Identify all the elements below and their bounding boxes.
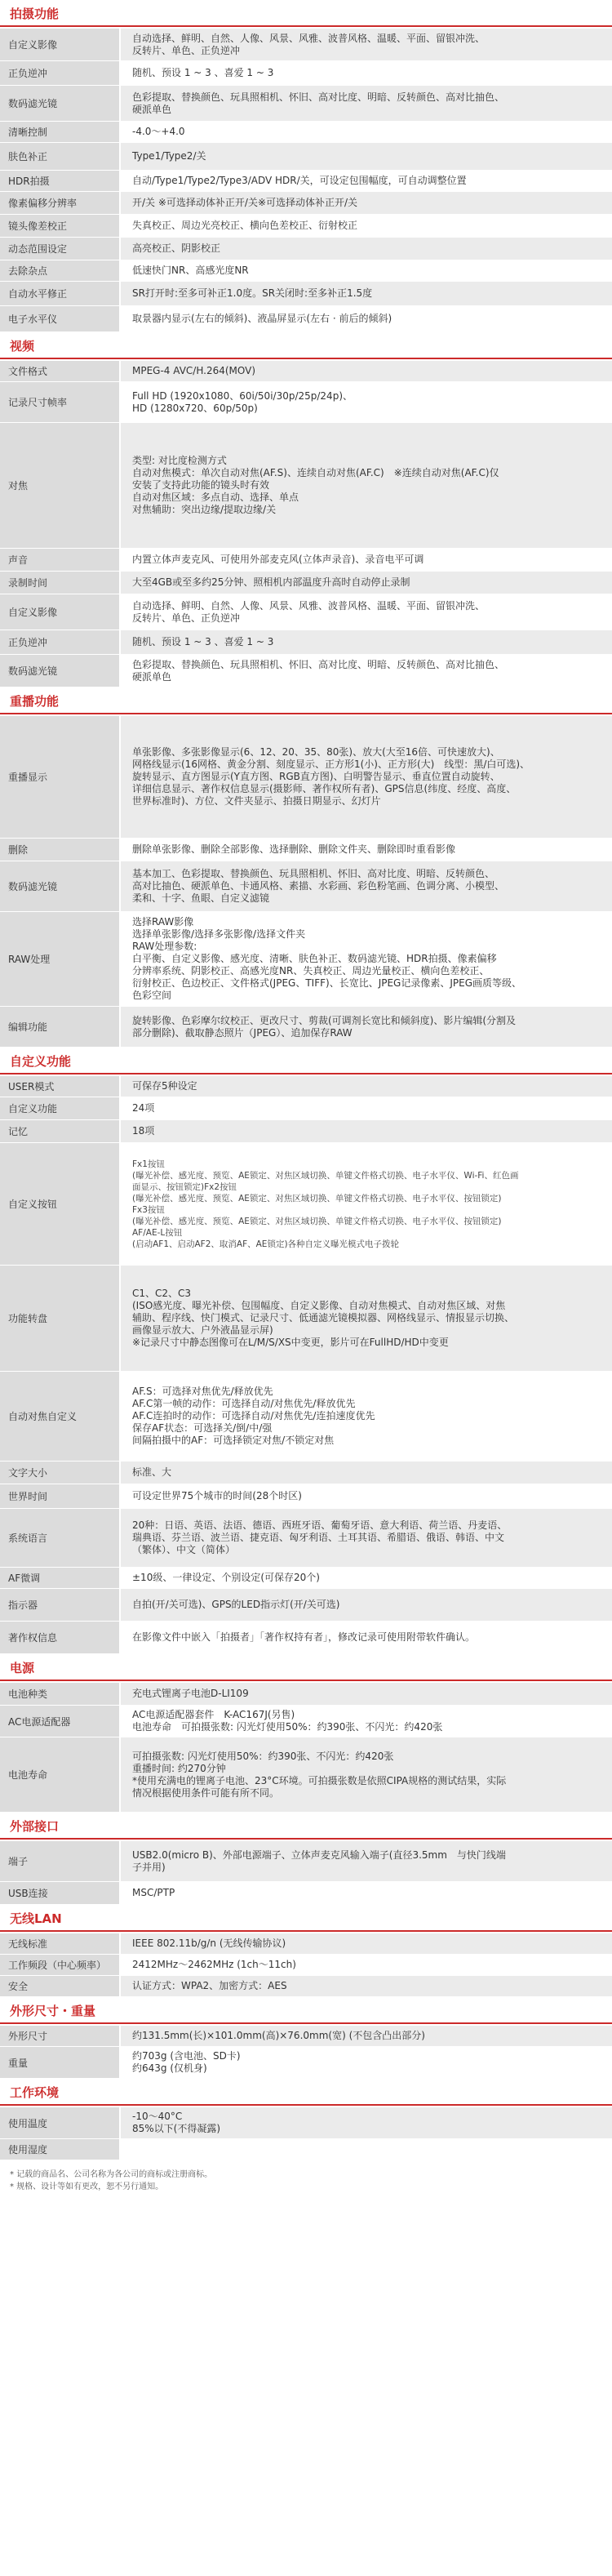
spec-value-line: 类型: 对比度检测方式 xyxy=(132,455,227,466)
spec-value xyxy=(121,1706,612,1737)
spec-label: 镜头像差校正 xyxy=(0,215,121,237)
spec-value-line: 保存AF状态：可选择关/倒/中/强 xyxy=(132,1422,273,1434)
spec-value-line: 失真校正、周边光亮校正、横向色差校正、衍射校正 xyxy=(132,220,358,231)
spec-value-line: 自动对焦模式：单次自动对焦(AF.S)、连续自动对焦(AF.C) ※连续自动对焦(AF.C)仅 xyxy=(132,467,499,478)
spec-value-line: 自拍(开/关可选)、GPS的LED指示灯(开/关可选) xyxy=(132,1599,340,1610)
spec-label: 像素偏移分辨率 xyxy=(0,192,121,214)
spec-value xyxy=(121,2026,612,2046)
spec-value xyxy=(121,716,612,838)
spec-label: 对焦 xyxy=(0,423,121,548)
spec-label: USER模式 xyxy=(0,1076,121,1097)
spec-row xyxy=(0,1509,612,1568)
spec-value xyxy=(121,1841,612,1881)
spec-label: 文件格式 xyxy=(0,361,121,381)
spec-value-line: 18项 xyxy=(132,1125,155,1137)
spec-label: 世界时间 xyxy=(0,1484,121,1508)
spec-value-line: AF.S：可选择对焦优先/释放优先 xyxy=(132,1386,273,1397)
spec-value xyxy=(121,1462,612,1484)
spec-label: 删除 xyxy=(0,839,121,861)
spec-value-line: AF.C连拍时的动作：可选择自动/对焦优先/连拍速度优先 xyxy=(132,1410,375,1421)
section-title: 重播功能 xyxy=(0,687,612,714)
spec-label: 记忆 xyxy=(0,1120,121,1142)
spec-label: 动态范围设定 xyxy=(0,238,121,260)
spec-value-line: 对焦辅助：突出边缘/提取边缘/关 xyxy=(132,504,277,515)
spec-value-line: 色彩空间 xyxy=(132,990,172,1001)
spec-value-line: 硬派单色 xyxy=(132,103,172,115)
spec-label: 自动对焦自定义 xyxy=(0,1372,121,1461)
spec-value xyxy=(121,1589,612,1621)
spec-value-line: Full HD (1920x1080、60i/50i/30p/25p/24p)、 xyxy=(132,389,353,402)
spec-value-line: 基本加工、色彩提取、替换颜色、玩具照相机、怀旧、高对比度、明暗、反转颜色、 xyxy=(132,868,495,879)
spec-value xyxy=(121,2139,612,2160)
spec-value xyxy=(121,1372,612,1461)
spec-row xyxy=(0,1120,612,1143)
section-title: 视频 xyxy=(0,332,612,359)
spec-value-line: 可保存5种设定 xyxy=(132,1080,197,1092)
spec-value-line: 内置立体声麦克风、可使用外部麦克风(立体声录音)、录音电平可调 xyxy=(132,554,424,565)
spec-row xyxy=(0,716,612,839)
spec-value xyxy=(121,630,612,654)
spec-value-line: 反转片、单色、正负逆冲 xyxy=(132,612,241,624)
spec-value-line: 大至4GB或至多约25分钟、照相机内部温度升高时自动停止录制 xyxy=(132,576,410,588)
spec-value xyxy=(121,861,612,911)
spec-label: 自定义影像 xyxy=(0,594,121,630)
spec-value-line: 2412MHz～2462MHz (1ch～11ch) xyxy=(132,1959,296,1970)
section-title: 外部接口 xyxy=(0,1813,612,1840)
spec-value-line: 85%以下(不得凝露) xyxy=(132,2123,221,2134)
spec-row xyxy=(0,2047,612,2079)
spec-label: 文字大小 xyxy=(0,1462,121,1484)
spec-row xyxy=(0,1683,612,1706)
spec-row xyxy=(0,1622,612,1654)
spec-label: HDR拍摄 xyxy=(0,171,121,191)
spec-label: 端子 xyxy=(0,1841,121,1881)
spec-value xyxy=(121,912,612,1006)
spec-value-line: 情况根据使用条件可能有所不同。 xyxy=(132,1786,280,1799)
spec-value-line: AC电源适配器套件 K-AC167J(另售) xyxy=(132,1709,295,1720)
spec-value-line: SR打开时:至多可补正1.0度。SR关闭时:至多补正1.5度 xyxy=(132,287,373,299)
spec-value xyxy=(121,306,612,331)
spec-label: 去除杂点 xyxy=(0,260,121,281)
spec-label: 自动水平修正 xyxy=(0,282,121,305)
spec-value xyxy=(121,1007,612,1047)
spec-row xyxy=(0,122,612,143)
spec-value-line: 标准、大 xyxy=(132,1466,172,1478)
spec-value-line: Type1/Type2/关 xyxy=(132,150,206,162)
spec-row xyxy=(0,1955,612,1976)
spec-value xyxy=(121,260,612,281)
spec-value xyxy=(121,382,612,422)
spec-value-line: 单张影像、多张影像显示(6、12、20、35、80张)、放大(大至16倍、可快速放大)、 xyxy=(132,746,500,758)
spec-value-line: 取景器内显示(左右的倾斜)、液晶屏显示(左右 · 前后的倾斜) xyxy=(132,313,392,324)
spec-value xyxy=(121,1976,612,1996)
spec-value-line: C1、C2、C3 xyxy=(132,1288,192,1299)
spec-value xyxy=(121,2107,612,2138)
spec-label: 数码滤光镜 xyxy=(0,861,121,911)
spec-table xyxy=(0,716,612,1048)
spec-value-line: 自动/Type1/Type2/Type3/ADV HDR/关，可设定包围幅度，可自动调整位置 xyxy=(132,175,467,186)
spec-value-line: 硬派单色 xyxy=(132,670,172,683)
spec-value-line: 删除单张影像、删除全部影像、选择删除、删除文件夹、删除即时重看影像 xyxy=(132,843,456,855)
spec-value-line: 自动选择、鲜明、自然、人像、风景、风雅、波普风格、温暖、平面、留银冲洗、 xyxy=(132,599,486,612)
spec-row xyxy=(0,238,612,260)
spec-value-line: 自动选择、鲜明、自然、人像、风景、风雅、波普风格、温暖、平面、留银冲洗、 xyxy=(132,32,486,44)
spec-label: 工作频段（中心频率） xyxy=(0,1955,121,1975)
spec-row xyxy=(0,1076,612,1097)
spec-value xyxy=(121,2047,612,2078)
spec-value xyxy=(121,61,612,85)
spec-value-line: 选择RAW影像 xyxy=(132,916,194,928)
spec-label: 编辑功能 xyxy=(0,1007,121,1047)
spec-label: 正负逆冲 xyxy=(0,61,121,85)
spec-row xyxy=(0,1976,612,1997)
spec-label: 安全 xyxy=(0,1976,121,1996)
spec-value-line: 柔和、十字、鱼眼、自定义滤镜 xyxy=(132,892,270,904)
spec-table xyxy=(0,1841,612,1905)
spec-label: USB连接 xyxy=(0,1882,121,1904)
spec-label: 正负逆冲 xyxy=(0,630,121,654)
spec-value-line: 低速快门NR、高感光度NR xyxy=(132,265,249,276)
spec-row xyxy=(0,1007,612,1048)
spec-value-line: 开/关 ※可选择动体补正开/关※可选择动体补正开/关 xyxy=(132,197,358,208)
spec-row xyxy=(0,61,612,86)
spec-value-line: 约643g (仅机身) xyxy=(132,2062,207,2074)
spec-label: 清晰控制 xyxy=(0,122,121,142)
spec-row xyxy=(0,382,612,423)
spec-row xyxy=(0,361,612,382)
spec-label: 功能转盘 xyxy=(0,1266,121,1371)
spec-row xyxy=(0,215,612,238)
spec-value-line: 可设定世界75个城市的时间(28个时区) xyxy=(132,1490,302,1502)
spec-value-line: 高亮校正、阴影校正 xyxy=(132,242,221,254)
spec-value-line: 高对比抽色、硬派单色、卡通风格、素描、水彩画、彩色粉笔画、色调分离、小模型、 xyxy=(132,880,505,892)
spec-value-line: 可拍摄张数: 闪光灯使用50%：约390张、不闪光：约420张 xyxy=(132,1750,394,1762)
spec-value-line: 电池寿命 可拍摄张数: 闪光灯使用50%：约390张、不闪光：约420张 xyxy=(132,1721,443,1733)
spec-value-line: 子并用) xyxy=(132,1861,166,1873)
spec-row xyxy=(0,1143,612,1266)
spec-value xyxy=(121,282,612,305)
spec-value-line: 色彩提取、替换颜色、玩具照相机、怀旧、高对比度、明暗、反转颜色、高对比抽色、 xyxy=(132,91,505,103)
spec-table xyxy=(0,29,612,332)
spec-row xyxy=(0,1484,612,1509)
spec-value-line: （繁体）、中文（简体） xyxy=(132,1544,236,1555)
spec-value-line: 认证方式：WPA2、加密方式：AES xyxy=(132,1980,287,1991)
spec-value-line: IEEE 802.11b/g/n (无线传输协议) xyxy=(132,1938,286,1949)
spec-label: 系统语言 xyxy=(0,1509,121,1567)
spec-value-line: RAW处理参数: xyxy=(132,941,197,952)
spec-value xyxy=(121,171,612,191)
spec-value xyxy=(121,86,612,121)
spec-value-line: 画像显示放大、户外液晶显示屏) xyxy=(132,1324,273,1336)
spec-value xyxy=(121,1568,612,1588)
spec-table xyxy=(0,1076,612,1654)
spec-row xyxy=(0,1568,612,1589)
spec-row xyxy=(0,260,612,282)
spec-value xyxy=(121,1097,612,1119)
spec-value-line: 20种：日语、英语、法语、德语、西班牙语、葡萄牙语、意大利语、荷兰语、丹麦语、 xyxy=(132,1519,508,1531)
spec-label: 记录尺寸帧率 xyxy=(0,382,121,422)
spec-row xyxy=(0,1097,612,1120)
spec-value-line: 详细信息显示、著作权信息显示(摄影师、著作权所有者)、GPS信息(纬度、经度、高度、 xyxy=(132,783,517,794)
spec-label: 重量 xyxy=(0,2047,121,2078)
footnotes xyxy=(0,2160,612,2201)
spec-value xyxy=(121,572,612,594)
spec-value-line: *使用充满电的锂离子电池、23°C环境。可拍摄张数是依照CIPA规格的测试结果，实际 xyxy=(132,1774,507,1786)
spec-value xyxy=(121,215,612,237)
spec-row xyxy=(0,1933,612,1955)
spec-row xyxy=(0,1266,612,1372)
spec-label: RAW处理 xyxy=(0,912,121,1006)
section-title: 自定义功能 xyxy=(0,1048,612,1074)
spec-value-line: (曝光补偿、感光度、预览、AE锁定、对焦区域切换、单键文件格式切换、电子水平仪、按钮锁定) xyxy=(132,1193,502,1203)
spec-value-line: 色彩提取、替换颜色、玩具照相机、怀旧、高对比度、明暗、反转颜色、高对比抽色、 xyxy=(132,658,505,670)
spec-label: 使用湿度 xyxy=(0,2139,121,2160)
spec-value-line: ※记录尺寸中静态图像可在L/M/S/XS中变更，影片可在FullHD/HD中变更 xyxy=(132,1337,449,1348)
spec-value-line: 世界标准时)、方位、文件夹显示、拍摄日期显示、幻灯片 xyxy=(132,795,381,807)
spec-row xyxy=(0,1372,612,1462)
spec-value-line: HD (1280x720、60p/50p) xyxy=(132,402,258,414)
spec-value-line: (ISO感光度、曝光补偿、包围幅度、自定义影像、自动对焦模式、自动对焦区域、对焦 xyxy=(132,1300,506,1311)
spec-value xyxy=(121,29,612,60)
spec-label: 电子水平仪 xyxy=(0,306,121,331)
spec-row xyxy=(0,86,612,122)
spec-value xyxy=(121,549,612,571)
spec-value-line: 随机、预设 1 ~ 3 、喜爱 1 ~ 3 xyxy=(132,67,274,78)
spec-label: 指示器 xyxy=(0,1589,121,1621)
spec-value-line: 旋转影像、色彩摩尔纹校正、更改尺寸、剪裁(可调剂长宽比和倾斜度)、影片编辑(分割及 xyxy=(132,1014,517,1026)
spec-value-line: 间隔拍摄中的AF：可选择锁定对焦/不锁定对焦 xyxy=(132,1435,335,1446)
spec-value xyxy=(121,1955,612,1975)
spec-row xyxy=(0,1841,612,1882)
spec-value-line: 安装了支持此功能的镜头时有效 xyxy=(132,479,270,491)
spec-value-line: ±10级、一律设定、个别设定(可保存20个) xyxy=(132,1572,320,1583)
spec-value-line: MSC/PTP xyxy=(132,1887,175,1898)
spec-value-line: 旋转显示、直方图显示(Y直方图、RGB直方图)、白明警告显示、垂直位置自动旋转、 xyxy=(132,771,500,782)
spec-value xyxy=(121,1737,612,1812)
spec-value-line: 面显示、按钮锁定)Fx2按钮 xyxy=(132,1181,237,1192)
spec-value-line: AF.C第一帧的动作：可选择自动/对焦优先/释放优先 xyxy=(132,1398,356,1409)
spec-table xyxy=(0,2026,612,2079)
spec-label: 无线标准 xyxy=(0,1933,121,1954)
spec-value-line: (曝光补偿、感光度、预览、AE锁定、对焦区域切换、单键文件格式切换、电子水平仪、Wi-Fi、红色画 xyxy=(132,1170,519,1181)
spec-value-line: -10～40°C xyxy=(132,2111,183,2122)
spec-value xyxy=(121,1484,612,1508)
spec-value-line: 重播时间: 约270分钟 xyxy=(132,1762,226,1774)
spec-value-line: Fx3按钮 xyxy=(132,1204,165,1215)
spec-label: 录制时间 xyxy=(0,572,121,594)
spec-row xyxy=(0,655,612,687)
spec-value-line: (曝光补偿、感光度、预览、AE锁定、对焦区域切换、单键文件格式切换、电子水平仪、按钮锁定) xyxy=(132,1216,502,1226)
spec-row xyxy=(0,549,612,572)
spec-value xyxy=(121,1266,612,1371)
spec-value xyxy=(121,655,612,687)
spec-value xyxy=(121,1683,612,1705)
spec-value xyxy=(121,1933,612,1954)
spec-value-line: -4.0～+4.0 xyxy=(132,126,185,137)
spec-value-line: (启动AF1、启动AF2、取消AF、AE锁定)各种自定义曝光模式电子拨轮 xyxy=(132,1239,400,1249)
spec-row xyxy=(0,282,612,306)
spec-value xyxy=(121,192,612,214)
spec-value xyxy=(121,1120,612,1142)
spec-row xyxy=(0,423,612,549)
section-title: 电源 xyxy=(0,1654,612,1681)
spec-label: 重播显示 xyxy=(0,716,121,838)
section-title: 工作环境 xyxy=(0,2079,612,2106)
spec-value-line: 在影像文件中嵌入「拍摄者」「著作权持有者」，修改记录可使用附带软件确认。 xyxy=(132,1631,476,1643)
spec-label: 声音 xyxy=(0,549,121,571)
spec-row xyxy=(0,1882,612,1905)
spec-value xyxy=(121,361,612,381)
spec-table xyxy=(0,1933,612,1997)
spec-value xyxy=(121,423,612,548)
spec-value xyxy=(121,1143,612,1265)
spec-label: 电池寿命 xyxy=(0,1737,121,1812)
spec-value xyxy=(121,594,612,630)
spec-row xyxy=(0,29,612,61)
spec-value-line: 分辨率系统、阴影校正、高感光度NR、失真校正、周边光量校正、横向色差校正、 xyxy=(132,965,490,977)
spec-value-line: 24项 xyxy=(132,1102,155,1114)
spec-value-line: 选择单张影像/选择多张影像/选择文件夹 xyxy=(132,928,306,940)
spec-value-line: Fx1按钮 xyxy=(132,1159,165,1169)
spec-value-line: 衍射校正、色边校正、文件格式(JPEG、TIFF)、长宽比、JPEG记录像素、JPEG画质等级、 xyxy=(132,977,522,989)
spec-row xyxy=(0,2107,612,2139)
spec-value xyxy=(121,1076,612,1097)
spec-label: 自定义功能 xyxy=(0,1097,121,1119)
spec-label: 外形尺寸 xyxy=(0,2026,121,2046)
spec-table xyxy=(0,1683,612,1813)
spec-table xyxy=(0,2107,612,2160)
section-title: 无线LAN xyxy=(0,1905,612,1932)
spec-row xyxy=(0,2026,612,2047)
spec-row xyxy=(0,630,612,655)
spec-value-line: 自动对焦区域：多点自动、选择、单点 xyxy=(132,492,299,503)
spec-value-line: 约131.5mm(长)×101.0mm(高)×76.0mm(宽) (不包含凸出部分) xyxy=(132,2030,425,2041)
spec-label: 自定义影像 xyxy=(0,29,121,60)
section-title: 外形尺寸・重量 xyxy=(0,1997,612,2024)
spec-label: 肤色补正 xyxy=(0,143,121,170)
spec-label: 数码滤光镜 xyxy=(0,86,121,121)
spec-row xyxy=(0,143,612,171)
spec-value-line: 随机、预设 1 ~ 3 、喜爱 1 ~ 3 xyxy=(132,636,274,647)
spec-row xyxy=(0,912,612,1007)
section-title: 拍摄功能 xyxy=(0,0,612,27)
spec-label: 著作权信息 xyxy=(0,1622,121,1653)
spec-value-line: 部分删除)、截取静态照片（JPEG）、追加保存RAW xyxy=(132,1026,353,1039)
spec-row xyxy=(0,572,612,594)
spec-label: AF微调 xyxy=(0,1568,121,1588)
spec-value-line: 网格线显示(16网格、黄金分割、刻度显示、正方形1(小)、正方形(大) 线型：黑/白可选)、 xyxy=(132,759,530,770)
spec-value-line: MPEG-4 AVC/H.264(MOV) xyxy=(132,365,256,376)
spec-label: AC电源适配器 xyxy=(0,1706,121,1737)
spec-row xyxy=(0,1589,612,1622)
spec-value xyxy=(121,238,612,260)
spec-row xyxy=(0,1462,612,1484)
spec-row xyxy=(0,306,612,332)
spec-value-line: 充电式锂离子电池D-LI109 xyxy=(132,1688,249,1699)
spec-row xyxy=(0,861,612,912)
spec-label: 电池种类 xyxy=(0,1683,121,1705)
spec-value-line: AF/AE-L按钮 xyxy=(132,1227,183,1238)
spec-row xyxy=(0,2139,612,2160)
spec-value xyxy=(121,143,612,170)
spec-label: 数码滤光镜 xyxy=(0,655,121,687)
spec-value xyxy=(121,839,612,861)
spec-value-line: 辅助、程序线、快门模式、记录尺寸、低通滤光镜模拟器、网格线显示、情报显示切换、 xyxy=(132,1312,515,1324)
spec-value-line: 反转片、单色、正负逆冲 xyxy=(132,44,241,56)
spec-value-line: 瑞典语、芬兰语、波兰语、捷克语、匈牙利语、土耳其语、希腊语、俄语、韩语、中文 xyxy=(132,1532,505,1543)
spec-row xyxy=(0,192,612,215)
spec-row xyxy=(0,594,612,630)
spec-value xyxy=(121,1509,612,1567)
spec-label: 自定义按钮 xyxy=(0,1143,121,1265)
spec-value xyxy=(121,122,612,142)
footnote-2: * 规格、设计等如有更改，恕不另行通知。 xyxy=(10,2182,164,2191)
spec-row xyxy=(0,1706,612,1737)
spec-row xyxy=(0,171,612,192)
spec-value-line: 白平衡、自定义影像、感光度、清晰、肤色补正、数码滤光镜、HDR拍摄、像素偏移 xyxy=(132,953,497,964)
spec-value xyxy=(121,1622,612,1653)
spec-value-line: USB2.0(micro B)、外部电源端子、立体声麦克风输入端子(直径3.5mm 与快门线端 xyxy=(132,1849,506,1861)
spec-table xyxy=(0,361,612,687)
spec-value-line: 约703g (含电池、SD卡) xyxy=(132,2050,241,2062)
spec-value xyxy=(121,1882,612,1904)
footnote-1: * 记载的商品名、公司名称为各公司的商标或注册商标。 xyxy=(10,2170,213,2179)
spec-row xyxy=(0,1737,612,1813)
spec-row xyxy=(0,839,612,861)
spec-label: 使用温度 xyxy=(0,2107,121,2138)
